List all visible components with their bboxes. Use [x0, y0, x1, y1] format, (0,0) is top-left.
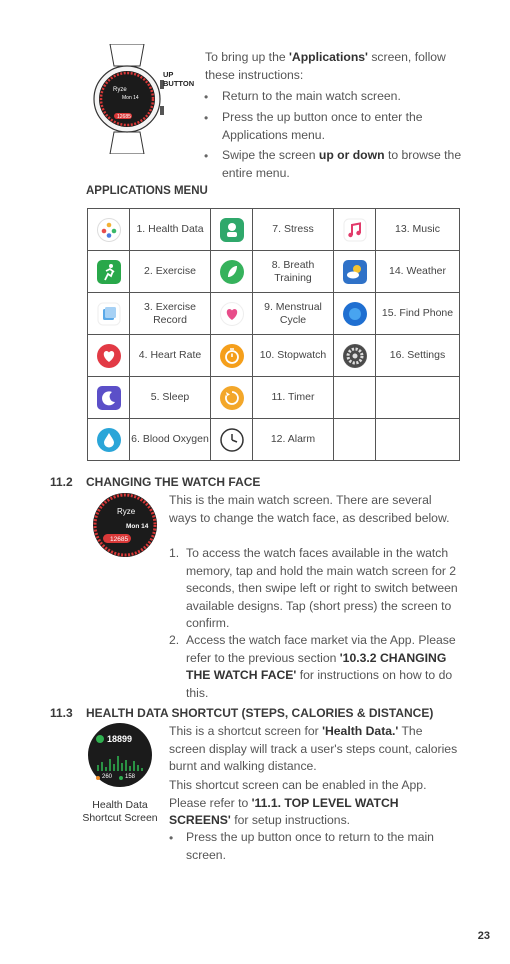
menstrual-cycle-icon [220, 302, 244, 326]
s113-p2-a: This shortcut screen can be enabled in the App. Please refer to [169, 778, 427, 810]
watch-distance-text: 158 [125, 774, 136, 780]
s113-paragraph-2 [169, 777, 459, 830]
table-cell: 9. Menstrual Cycle [253, 293, 334, 335]
table-cell: 6. Blood Oxygen [130, 419, 211, 461]
watch-date-text: Mon 14 [126, 523, 149, 530]
watch-caption-line2: Shortcut Screen [82, 812, 158, 824]
table-cell-icon [211, 377, 253, 419]
blood-oxygen-icon [97, 428, 121, 452]
bullet-dot: • [169, 831, 174, 845]
section-title: CHANGING THE WATCH FACE [86, 475, 261, 489]
s112-paragraph: This is the main watch screen. There are several ways to change the watch face, as described below. [169, 493, 450, 525]
music-icon [343, 218, 367, 242]
sleep-icon [97, 386, 121, 410]
section-title: HEALTH DATA SHORTCUT (STEPS, CALORIES & DISTANCE) [86, 706, 434, 720]
health-data-watch-face [88, 723, 152, 787]
watch-steps-text: 18899 [107, 734, 133, 744]
table-cell: 5. Sleep [130, 377, 211, 419]
s112-item-2-c: for instructions on how to do this. [186, 668, 453, 700]
table-cell: 16. Settings [376, 335, 460, 377]
table-cell-icon [88, 293, 130, 335]
watch-date-text: Mon 14 [122, 95, 139, 101]
table-row [88, 209, 460, 251]
stress-icon [220, 218, 244, 242]
table-row [88, 377, 460, 419]
breath-training-icon [220, 260, 244, 284]
stopwatch-icon [220, 344, 244, 368]
s113-p1-b: 'Health Data.' [322, 724, 399, 738]
s113-p1-a: This is a shortcut screen for [169, 724, 323, 738]
intro-bullet-3-a: Swipe the screen [222, 148, 319, 162]
s112-item-2-a: Access the watch face market via the App. Please refer to the previous section [186, 633, 456, 665]
up-button-label-line2: BUTTON [163, 79, 195, 88]
table-cell: 2. Exercise [130, 251, 211, 293]
s113-p1-c: The screen display will track a user's steps count, calories burnt and walking distance. [169, 724, 458, 773]
s112-item-2 [186, 632, 462, 702]
s113-bullet-1: Press the up button once to return to the main screen. [186, 830, 434, 862]
table-cell: 14. Weather [376, 251, 460, 293]
table-row [88, 419, 460, 461]
table-cell: 7. Stress [253, 209, 334, 251]
table-row [88, 293, 460, 335]
section-number: 11.3 [50, 706, 73, 720]
intro-text-b: 'Applications' [289, 50, 368, 64]
s112-item-number-1: 1. [169, 546, 180, 560]
table-cell-icon [88, 251, 130, 293]
table-cell: 13. Music [376, 209, 460, 251]
s112-item-2-ref: '10.3.2 CHANGING THE WATCH FACE' [186, 650, 447, 682]
page-number: 23 [477, 930, 490, 942]
watch-brand-text: Ryze [117, 507, 136, 516]
intro-bullet-3-c: to browse the entire menu. [222, 148, 462, 180]
intro-bullet-3 [222, 147, 462, 182]
table-cell-icon [211, 251, 253, 293]
table-cell-icon [211, 209, 253, 251]
table-cell-icon [211, 419, 253, 461]
up-button-label [163, 70, 194, 88]
intro-paragraph [205, 49, 475, 84]
exercise-icon [97, 260, 121, 284]
table-cell-icon [88, 209, 130, 251]
alarm-icon [220, 428, 244, 452]
table-cell-empty [334, 377, 376, 419]
table-cell: 10. Stopwatch [253, 335, 334, 377]
s112-item-number-2: 2. [169, 633, 180, 647]
table-cell: 11. Timer [253, 377, 334, 419]
table-cell: 15. Find Phone [376, 293, 460, 335]
table-cell-icon [334, 335, 376, 377]
exercise-record-icon [97, 302, 121, 326]
bullet-dot: • [204, 149, 209, 163]
table-cell-icon [334, 209, 376, 251]
health-data-icon [97, 218, 121, 242]
table-cell-empty [334, 419, 376, 461]
table-cell-icon [88, 335, 130, 377]
watch-caption [78, 799, 162, 825]
applications-table [87, 208, 460, 461]
table-cell: 8. Breath Training [253, 251, 334, 293]
bullet-dot: • [204, 111, 209, 125]
watch-steps-text: 12685 [110, 536, 129, 543]
section-number: 11.2 [50, 475, 73, 489]
timer-icon [220, 386, 244, 410]
table-cell [376, 419, 460, 461]
s113-p2-ref: '11.1. TOP LEVEL WATCH SCREENS' [169, 795, 399, 827]
table-row [88, 335, 460, 377]
watch-brand-text: Ryze [113, 87, 127, 93]
table-cell: 4. Heart Rate [130, 335, 211, 377]
table-cell-icon [334, 251, 376, 293]
table-cell: 3. Exercise Record [130, 293, 211, 335]
intro-bullet-1: Return to the main watch screen. [222, 89, 401, 103]
table-cell: 12. Alarm [253, 419, 334, 461]
applications-menu-title: APPLICATIONS MENU [86, 185, 208, 197]
intro-bullet-2: Press the up button once to enter the Applications menu. [222, 110, 423, 142]
s112-item-1: To access the watch faces available in the watch memory, tap and hold the main watch screen for 2 seconds, then swipe left or right to switch between available designs. Tap (short press) the screen to confirm. [186, 546, 458, 630]
table-cell-icon [88, 377, 130, 419]
table-cell-icon [334, 293, 376, 335]
find-phone-icon [343, 302, 367, 326]
settings-icon [343, 344, 367, 368]
heart-rate-icon [97, 344, 121, 368]
s113-paragraph-1 [169, 723, 459, 776]
weather-icon [343, 260, 367, 284]
watch-caption-line1: Health Data [92, 799, 148, 811]
up-button-label-line1: UP [163, 70, 174, 79]
table-row [88, 251, 460, 293]
intro-text-c: screen, follow these instructions: [205, 50, 446, 82]
watch-steps-text: 12685 [117, 114, 131, 120]
intro-bullet-3-b: up or down [318, 148, 385, 162]
table-cell: 1. Health Data [130, 209, 211, 251]
table-cell-icon [88, 419, 130, 461]
bullet-dot: • [204, 90, 209, 104]
main-watch-face [93, 493, 157, 557]
watch-calories-text: 260 [102, 774, 113, 780]
table-cell-icon [211, 335, 253, 377]
table-cell-icon [211, 293, 253, 335]
table-cell [376, 377, 460, 419]
s113-p2-c: for setup instructions. [230, 813, 351, 827]
intro-text-a: To bring up the [205, 50, 290, 64]
